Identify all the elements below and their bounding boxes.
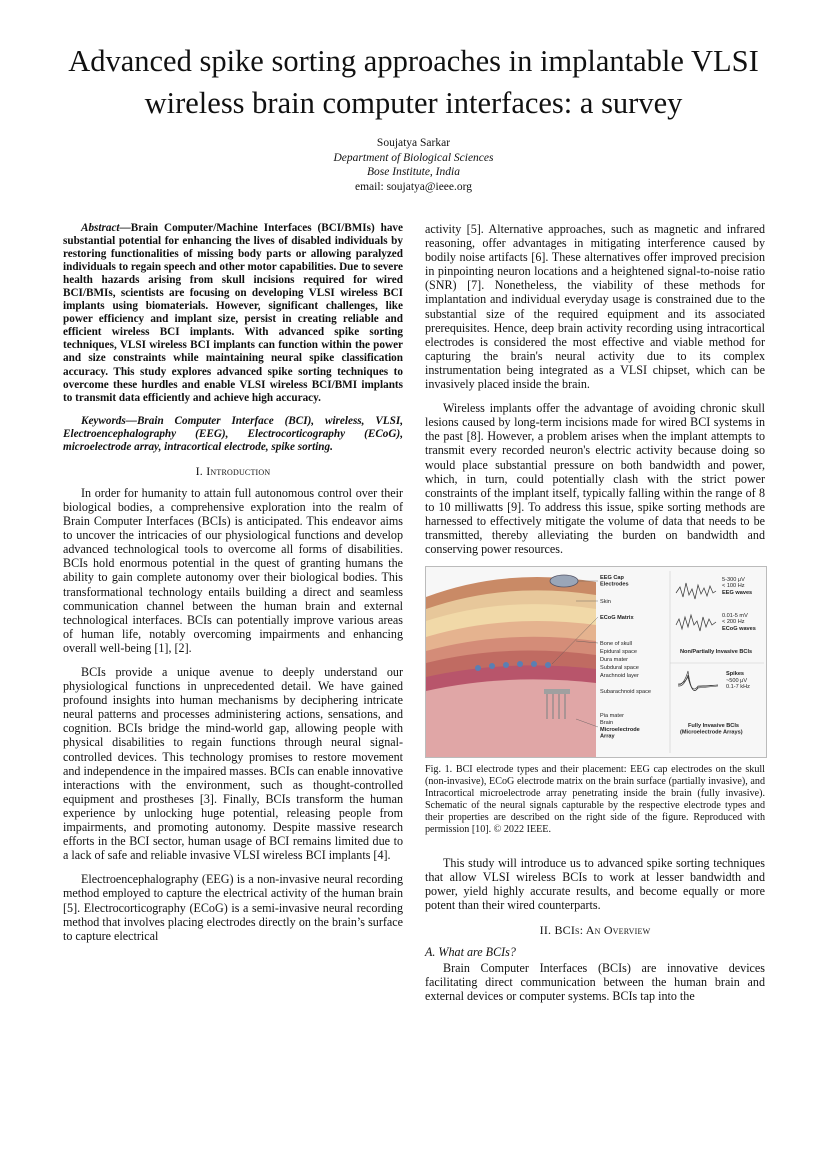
fig-ecog-freq: < 200 Hz [722, 619, 745, 626]
fig-label-arachnoid: Arachnoid layer [600, 673, 639, 680]
body-paragraph: Brain Computer Interfaces (BCIs) are innovative devices facilitating direct communication between the human brain and external devices or computer systems. BCIs tap into the [425, 960, 765, 1003]
body-paragraph: This study will introduce us to advanced spike sorting techniques that allow VLSI wireless BCIs to work at lesser bandwidth and power, yield highly accurate results, and become equally or more potent than their wired counterparts. [425, 856, 765, 913]
fig-ecog-waves: ECoG waves [722, 626, 756, 633]
fig-label-eeg-cap: EEG Cap Electrodes [600, 575, 629, 588]
fig-fully-invasive-label: Fully Invasive BCIs (Microelectrode Arrays) [680, 723, 743, 736]
fig-label-microelectrode: Microelectrode Array [600, 727, 640, 740]
fig-label-skin: Skin [600, 599, 611, 606]
author-department: Department of Biological Sciences [333, 151, 494, 164]
fig-label-pia: Pia mater [600, 713, 624, 720]
section-heading-overview: II. BCIs: An Overview [539, 922, 651, 937]
abstract-label: Abstract [81, 222, 120, 234]
fig-label-bone: Bone of skull [600, 641, 633, 648]
intro-paragraph: BCIs provide a unique avenue to deeply understand our physiological functions in unprecedented detail. We have gained profound insights into human mechanisms by deciphering intricate neural patterns and processes administering actions, sensations, and cognition. BCIs bridge the mind-world gap, allowing people with physical disabilities to regain functions through neural signal-controlled devices. This technology promises to restore movement and independence in the impaired masses. BCIs can enable innovative interactions with the environment, such as thought-controlled equipment and prostheses [3]. Finally, BCIs transform the human experience by unlocking huge potential, releasing people from impairments, and promoting autonomy. Despite massive research efforts in the BCI sector, human usage of BCI remains limited due to a lack of safe and reliable invasive VLSI wireless BCI implants [4]. [63, 665, 403, 863]
fig-eeg-amp: 5-300 μV [722, 577, 745, 584]
fig-label-brain: Brain [600, 720, 614, 727]
body-paragraph: activity [5]. Alternative approaches, such as magnetic and infrared reasoning, offer advantages in mitigating interference caused by bodily noise artifacts [6]. These alternatives offer improved precision in pinpointing neuron locations and a heightened signal-to-noise ratio (SNR) [7]. Nonetheless, the viability of these methods for implantation and individual everyday usage is constrained due to the substantial size of the required equipment and its associated prerequisites. Hence, deep brain activity recording using intracortical electrodes is considered the most effective and viable method for capturing the brain's neural activity due to its complex instrumentation being integrated as a VLSI chipset, which can be invasively placed inside the brain. [425, 222, 765, 392]
figure-1-illustration [426, 567, 766, 757]
left-column [63, 222, 403, 953]
fig-eeg-freq: < 100 Hz [722, 583, 745, 590]
paper-title: Advanced spike sorting approaches in implantable VLSI wireless brain computer interfaces: a survey [68, 44, 759, 120]
subsection-heading: A. What are BCIs? [425, 944, 516, 959]
abstract [63, 222, 403, 405]
fig-spike-amp: ~500 μV [726, 678, 748, 685]
section-heading-introduction: I. Introduction [195, 463, 271, 478]
body-paragraph: Wireless implants offer the advantage of avoiding chronic skull lesions caused by long-term incisions made for wired BCI systems in the past [8]. However, a problem arises when the implant attempts to transmit every recorded neuron's electric activity because doing so would place substantial pressure on both bandwidth and power, which, in turn, could potentially clash with the strict power constraints of the implant itself, typically falling within the range of 8 to 10 milliwatts [9]. To address this issue, spike sorting methods are harnessed to effectively mitigate the volume of data that needs to be transmitted, thereby alleviating the burden on bandwidth and conserving power resources. [425, 401, 765, 557]
figure-1-caption: Fig. 1. BCI electrode types and their placement: EEG cap electrodes on the skull (non-invasive), ECoG electrode matrix on the brain surface (partially invasive), and Intracortical microelectrode array penetrating inside the brain (fully invasive). Schematic of the neural signals capturable by the respective electrode types and their properties are described on the right side of the figure. Reproduced with permission [10]. © 2022 IEEE. [425, 764, 765, 836]
keywords [63, 415, 403, 454]
author-email: email: soujatya@ieee.org [354, 180, 473, 193]
fig-label-subdural: Subdural space [600, 665, 639, 672]
fig-spikes-label: Spikes [726, 671, 745, 678]
author-institution: Bose Institute, India [367, 166, 460, 178]
fig-spike-freq: 0.1-7 kHz [726, 684, 750, 691]
intro-paragraph: In order for humanity to attain full autonomous control over their biological bodies, a comprehensive exploration into the realm of Brain Computer Interfaces (BCIs) is anticipated. This endeavor aims to uncover the intricacies of our physiological functions and develop advanced technological tools to overcome all forms of disabilities. BCIs hold enormous potential in the quest of granting humans the ability to gain complete autonomy over their biological bodies. This transformational technology entails building a direct and seamless communication channel between the human brain and external technological interfaces. BCIs can potentially improve various areas of human life, notably overcoming impairments and enhancing overall well-being [1], [2]. [63, 485, 403, 655]
fig-noninvasive-label: Non/Partially Invasive BCIs [680, 649, 753, 656]
author-name: Soujatya Sarkar [376, 137, 451, 149]
figure-1 [425, 566, 767, 758]
keywords-label: Keywords [81, 414, 126, 427]
intro-paragraph: Electroencephalography (EEG) is a non-invasive neural recording method employed to capture the electrical activity of the human brain [5]. Electrocorticography (ECoG) is a semi-invasive neural recording method that involves placing electrodes directly on the brain’s surface to capture electrical [63, 872, 403, 943]
author-block [0, 136, 827, 194]
fig-eeg-waves: EEG waves [722, 590, 753, 597]
fig-ecog-amp: 0.01-5 mV [722, 613, 748, 620]
fig-label-dura: Dura mater [600, 657, 628, 664]
abstract-text: —Brain Computer/Machine Interfaces (BCI/BMIs) have substantial potential for enhancing the lives of disabled individuals by restoring functionalities of missing body parts or allowing paralyzed individuals to regain speech and other motor capabilities. Due to severe health hazards arising from skull incisions required for wired BCI/BMIs, scientists are focusing on developing VLSI wireless BCI implants using biomaterials. However, significant challenges, like power efficiency and implant size, persist in creating reliable and efficient wireless BCI implants. With advanced spike sorting techniques, VLSI wireless BCI implants can function within the power and size constraints while maintaining neural spike classification accuracy. This study explores advanced spike sorting techniques to overcome these hurdles and enable VLSI wireless BCI/BMI implants to transmit data efficiently and achieve high accuracy. [63, 222, 403, 404]
keywords-text: —Brain Computer Interface (BCI), wireless, VLSI, Electroencephalography (EEG), Electrocorticography (ECoG), microelectrode array, intracortical electrode, spike sorting. [63, 414, 403, 453]
right-column [425, 222, 765, 1013]
fig-label-epidural: Epidural space [600, 649, 638, 656]
fig-label-ecog-matrix: ECoG Matrix [600, 615, 634, 622]
fig-label-subarachnoid: Subarachnoid space [600, 689, 652, 696]
